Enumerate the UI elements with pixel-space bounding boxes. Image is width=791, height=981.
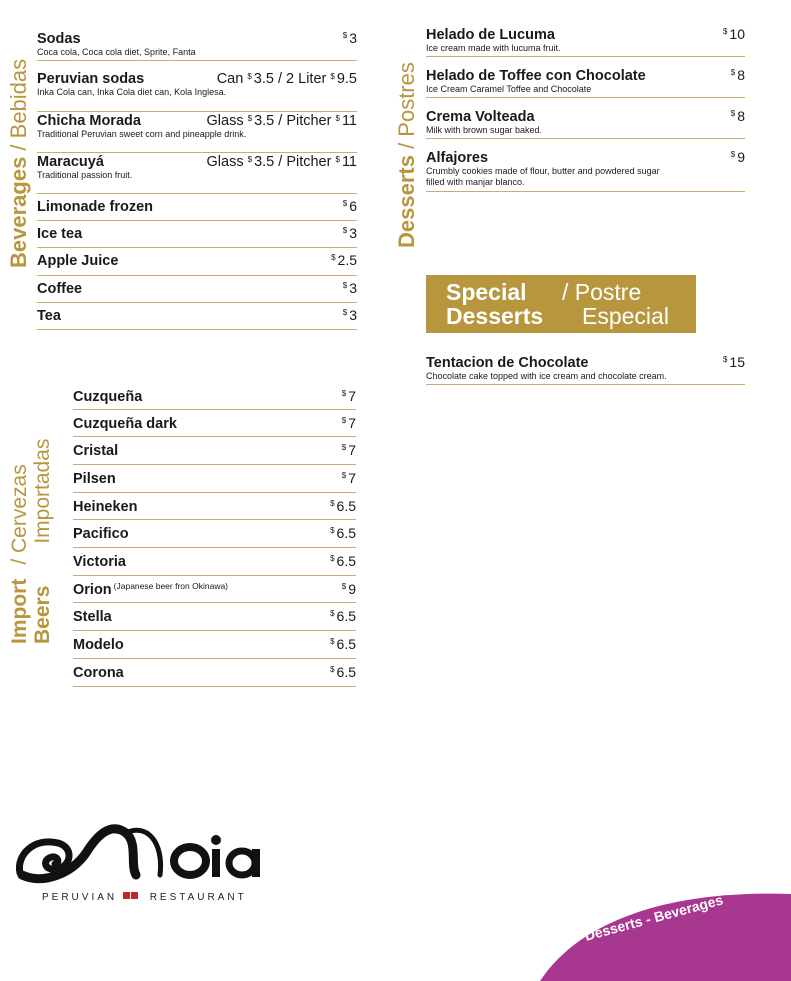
corner-banner xyxy=(540,880,791,981)
menu-item: Stella $ 6.5 xyxy=(73,603,356,631)
restaurant-tagline: PERUVIAN RESTAURANT xyxy=(42,892,247,903)
menu-item: Ice tea $ 3 xyxy=(37,221,357,248)
red-square-icon xyxy=(123,892,130,899)
item-price: $ 6.5 xyxy=(330,553,356,569)
item-price: Can $ 3.5 / 2 Liter $ 9.5 xyxy=(216,71,357,87)
red-square-icon xyxy=(131,892,138,899)
item-price: $ 7 xyxy=(341,442,356,458)
item-price: $ 7 xyxy=(341,470,356,486)
item-price: $ 3 xyxy=(342,30,357,46)
item-price: $ 7 xyxy=(341,415,356,431)
menu-item: Modelo $ 6.5 xyxy=(73,631,356,659)
corner-banner-label: Desserts - Beverages xyxy=(582,891,725,944)
special-desserts-header: Special Desserts / Postre Especial xyxy=(426,275,696,333)
menu-item: Pilsen $ 7 xyxy=(73,465,356,493)
menu-item: Apple Juice $ 2.5 xyxy=(37,248,357,276)
item-price: $ 3 xyxy=(342,225,357,241)
special-desserts-list xyxy=(426,354,745,385)
restaurant-logo xyxy=(14,815,274,890)
item-price: $ 3 xyxy=(342,307,357,323)
menu-item: Limonade frozen $ 6 xyxy=(37,194,357,221)
item-price: $ 2.5 xyxy=(331,252,357,268)
beers-section-title: Import Beers / Cervezas Importadas xyxy=(8,438,54,644)
desserts-list xyxy=(426,26,745,192)
menu-item: Cuzqueña dark $ 7 xyxy=(73,410,356,437)
item-price: $ 9 xyxy=(341,581,356,597)
desserts-section-title: Desserts / Postres xyxy=(394,62,419,248)
menu-item: Orion $^{(Japanese beer fron Okinawa)}$ $ 9 xyxy=(73,576,356,603)
item-price: $ 8 xyxy=(730,67,745,83)
logo-swirl-icon xyxy=(14,815,274,890)
item-price: $ 6 xyxy=(342,198,357,214)
menu-item: Pacifico $ 6.5 xyxy=(73,520,356,548)
beers-list xyxy=(73,383,356,687)
menu-item: Cristal $ 7 xyxy=(73,437,356,465)
menu-item: Tea $ 3 xyxy=(37,303,357,330)
item-price: Glass $ 3.5 / Pitcher $ 11 xyxy=(206,113,357,129)
item-price: $ 3 xyxy=(342,280,357,296)
item-price: $ 6.5 xyxy=(330,664,356,680)
beverages-list xyxy=(37,30,357,330)
item-price: $ 6.5 xyxy=(330,525,356,541)
item-price: $ 10 xyxy=(722,26,745,42)
item-price: $ 9 xyxy=(730,149,745,165)
menu-item: Tentacion de Chocolate $ 15 Chocolate cake topped with ice cream and chocolate cream. xyxy=(426,354,745,385)
item-price: Glass $ 3.5 / Pitcher $ 11 xyxy=(206,154,357,170)
menu-item: Victoria $ 6.5 xyxy=(73,548,356,576)
beverages-section-title: Beverages / Bebidas xyxy=(6,58,31,268)
menu-item: Sodas $ 3 Coca cola, Coca cola diet, Sprite, Fanta xyxy=(37,30,357,61)
menu-item: Coffee $ 3 xyxy=(37,276,357,303)
menu-item: Helado de Toffee con Chocolate $ 8 Ice Cream Caramel Toffee and Chocolate xyxy=(426,67,745,98)
menu-item: Crema Volteada $ 8 Milk with brown sugar baked. xyxy=(426,108,745,139)
menu-item: Helado de Lucuma $ 10 Ice cream made with lucuma fruit. xyxy=(426,26,745,57)
menu-item: Corona $ 6.5 xyxy=(73,659,356,687)
item-price: $ 8 xyxy=(730,108,745,124)
item-price: $ 7 xyxy=(341,388,356,404)
menu-item: Alfajores $ 9 Crumbly cookies made of flour, butter and powdered sugar filled with manjar blanco. xyxy=(426,149,745,192)
menu-item: Peruvian sodas Can $ 3.5 / 2 Liter $ 9.5 Inka Cola can, Inka Cola diet can, Kola Inglesa. xyxy=(37,71,357,112)
menu-item: Chicha Morada Glass $ 3.5 / Pitcher $ 11 Traditional Peruvian sweet corn and pineapple drink. xyxy=(37,112,357,153)
item-price: $ 15 xyxy=(722,354,745,370)
item-price: $ 6.5 xyxy=(330,498,356,514)
menu-item: Heineken $ 6.5 xyxy=(73,493,356,520)
item-price: $ 6.5 xyxy=(330,636,356,652)
menu-item: Cuzqueña $ 7 xyxy=(73,383,356,410)
menu-item: Maracuyá Glass $ 3.5 / Pitcher $ 11 Traditional passion fruit. xyxy=(37,153,357,194)
item-price: $ 6.5 xyxy=(330,608,356,624)
